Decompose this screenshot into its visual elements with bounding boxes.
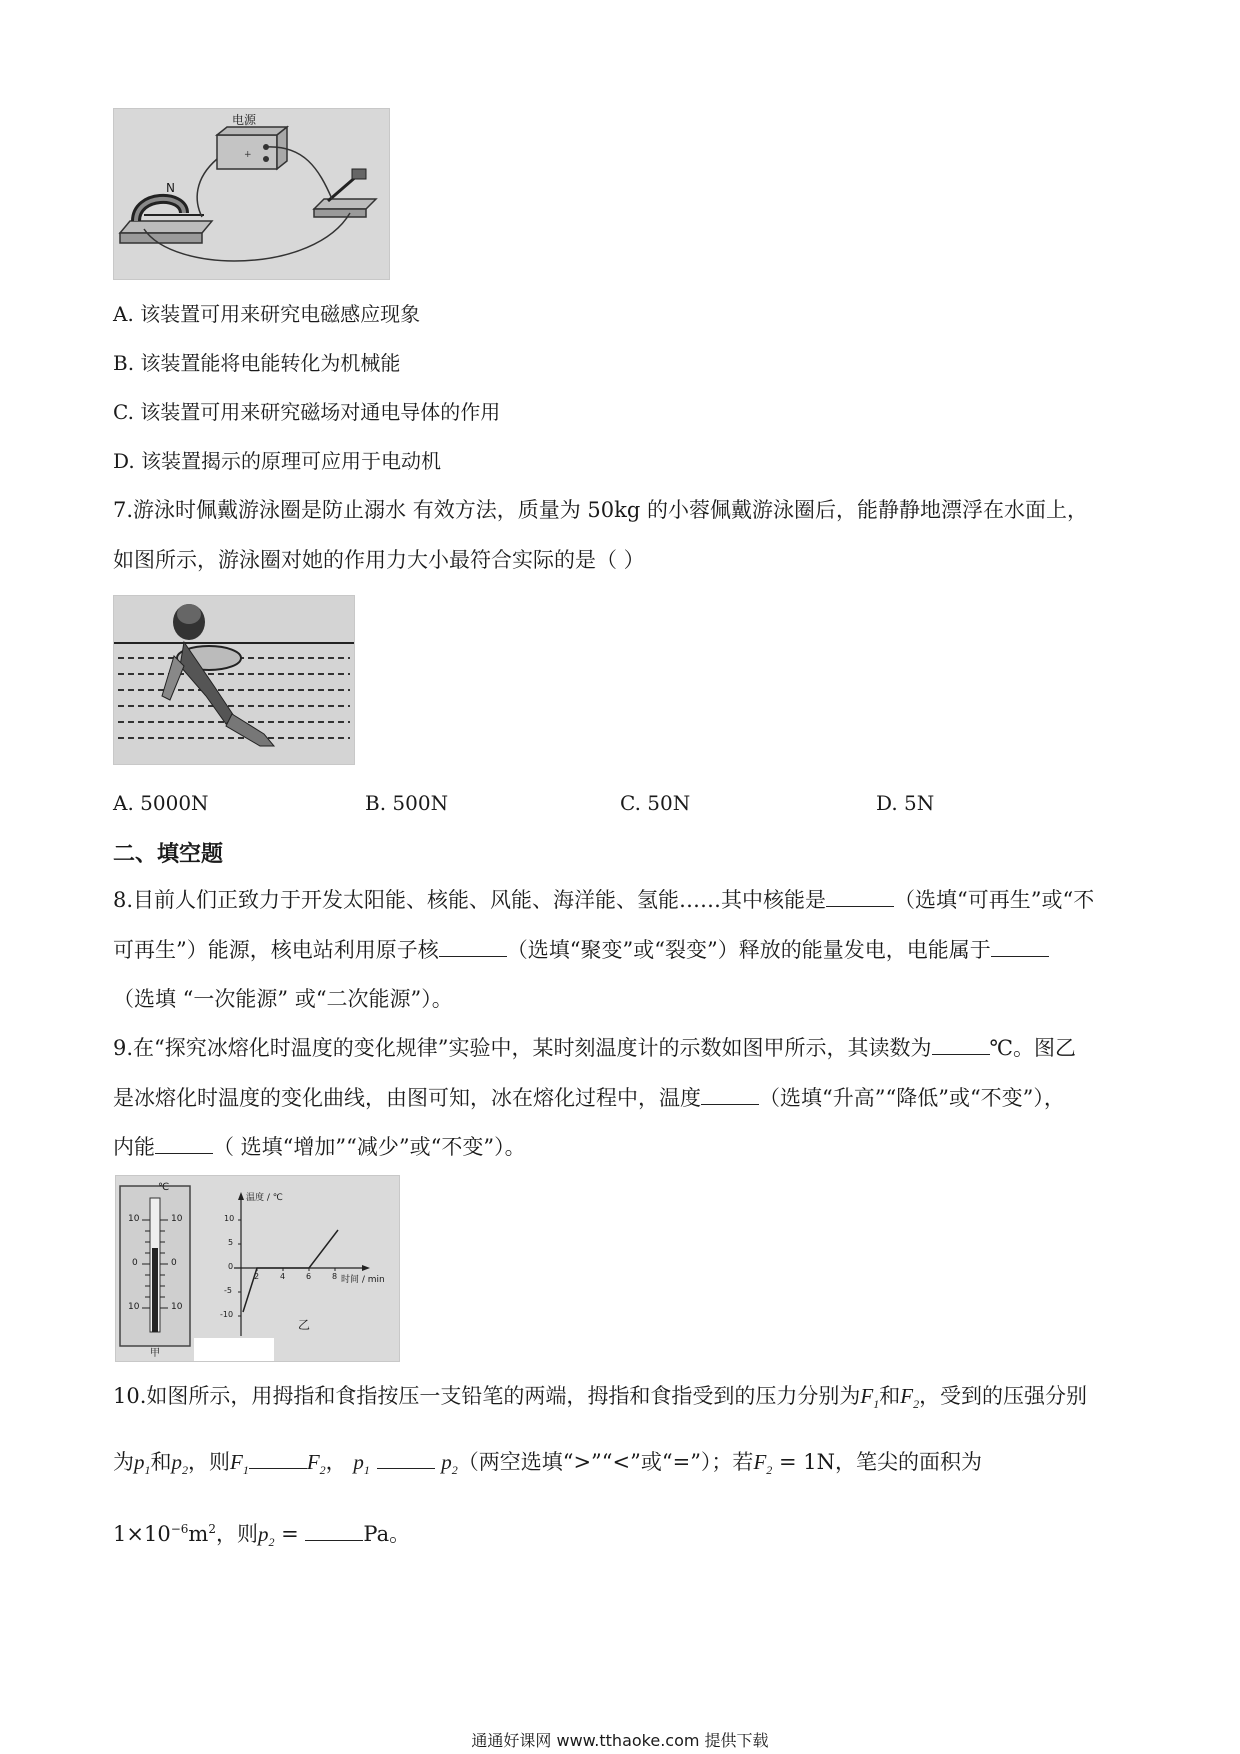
circuit-figure	[113, 108, 390, 280]
q10-unit-sq: 2	[208, 1522, 216, 1536]
q9-line2	[113, 1084, 1065, 1112]
q9-text-3b: （ 选填“增加”“减少”或“不变”）。	[213, 1135, 526, 1159]
q6-option-c: C. 该装置可用来研究磁场对通电导体的作用	[113, 400, 501, 424]
q10-F1-b: $F_1$	[230, 1450, 249, 1478]
q9-text-1b: ℃。图乙	[989, 1036, 1077, 1060]
q7-option-a: A. 5000N	[113, 791, 209, 815]
q9-blank-3[interactable]	[155, 1133, 213, 1154]
q8-line3: （选填 “一次能源” 或“二次能源”）。	[113, 987, 453, 1011]
q10-blank-3[interactable]	[305, 1520, 363, 1541]
q8-blank-2[interactable]	[439, 936, 507, 957]
q10-p1: $p_1$	[134, 1450, 151, 1478]
graph-y-tick-neg10: -10	[220, 1310, 234, 1319]
q9-text-2a: 是冰熔化时温度的变化曲线，由图可知，冰在熔化过程中，温度	[113, 1086, 701, 1110]
q10-line1	[113, 1382, 1087, 1418]
q9-line1	[113, 1034, 1076, 1062]
thermometer-unit: ℃	[158, 1182, 170, 1193]
q10-text-2b: ，则	[188, 1450, 230, 1474]
graph-y-tick-10: 10	[224, 1214, 235, 1223]
q8-blank-3[interactable]	[991, 936, 1049, 957]
q7-stem-line1: 7.游泳时佩戴游泳圈是防止溺水 有效方法，质量为 50kg 的小蓉佩戴游泳圈后，能静静地漂浮在水面上，	[113, 498, 1088, 522]
q10-and: 和	[879, 1384, 901, 1408]
q10-unit-pa: Pa。	[363, 1522, 411, 1546]
q9-blank-2[interactable]	[701, 1084, 759, 1105]
q8-line1	[113, 886, 1094, 914]
thermo-tick-right-1: 10	[171, 1214, 183, 1224]
q9-line3	[113, 1133, 526, 1161]
svg-text:+: +	[244, 150, 252, 160]
q10-F2-c: $F_2$	[753, 1450, 773, 1478]
q9-text-3a: 内能	[113, 1135, 155, 1159]
q6-option-d: D. 该装置揭示的原理可应用于电动机	[113, 449, 442, 473]
graph-x-tick-2: 2	[254, 1272, 260, 1281]
q9-blank-1[interactable]	[932, 1034, 990, 1055]
thermometer-graph-figure	[115, 1175, 400, 1362]
q10-blank-1[interactable]	[249, 1448, 307, 1469]
q8-text-1a: 8.目前人们正致力于开发太阳能、核能、风能、海洋能、氢能……其中核能是	[113, 888, 827, 912]
q10-p2: $p_2$	[171, 1450, 188, 1478]
q8-blank-1[interactable]	[826, 886, 894, 907]
graph-x-tick-4: 4	[280, 1272, 286, 1281]
q6-option-b: B. 该装置能将电能转化为机械能	[113, 351, 401, 375]
q9-text-1a: 9.在“探究冰熔化时温度的变化规律”实验中，某时刻温度计的示数如图甲所示，其读数为	[113, 1036, 932, 1060]
q7-option-c: C. 50N	[620, 791, 691, 815]
q8-text-2a: 可再生”）能源，核电站利用原子核	[113, 938, 439, 962]
q10-p1-b: $p_1$	[353, 1450, 370, 1478]
thermo-tick-left-2: 0	[132, 1258, 138, 1268]
q8-text-2b: （选填“聚变”或“裂变”）释放的能量发电，电能属于	[506, 938, 991, 962]
q10-line3	[113, 1515, 410, 1556]
footer-text: 通通好课网 www.tthaoke.com 提供下载	[471, 1731, 769, 1750]
q10-p2-b: $p_2$	[441, 1450, 458, 1478]
q10-eq-1n: = 1N	[772, 1450, 835, 1474]
q10-text-2a: 为	[113, 1450, 134, 1474]
q7-option-d: D. 5N	[876, 791, 935, 815]
graph-y-tick-0: 0	[228, 1262, 234, 1271]
graph-y-title: 温度 / ℃	[246, 1193, 283, 1203]
graph-y-tick-neg5: -5	[224, 1286, 232, 1295]
q10-text-2d: “<”或“=”）；若	[601, 1450, 754, 1474]
q10-line2	[113, 1448, 982, 1484]
q10-text-3b: ，则	[215, 1522, 258, 1546]
graph-x-title: 时间 / min	[341, 1275, 385, 1285]
graph-x-tick-8: 8	[332, 1272, 338, 1281]
q10-text-1a: 10.如图所示，用拇指和食指按压一支铅笔的两端，拇指和食指受到的压力分别为	[113, 1384, 861, 1408]
thermo-tick-right-2: 0	[171, 1258, 177, 1268]
thermo-tick-left-3: 10	[128, 1302, 140, 1312]
graph-x-tick-6: 6	[306, 1272, 312, 1281]
q8-text-1b: （选填“可再生”或“不	[894, 888, 1095, 912]
q10-text-2c: （两空选填“>”	[457, 1450, 602, 1474]
q10-blank-2[interactable]	[377, 1448, 435, 1469]
swimmer-drawing	[114, 596, 354, 764]
q10-comma: ，	[325, 1450, 347, 1474]
swimmer-figure	[113, 595, 355, 765]
north-pole-label: N	[166, 181, 175, 195]
q10-F2-b: $F_2$	[306, 1450, 326, 1478]
q10-p2-c: $p_2$	[257, 1522, 275, 1550]
section-title: 二、填空题	[113, 842, 224, 867]
circuit-drawing	[114, 109, 389, 279]
q7-option-b: B. 500N	[365, 791, 449, 815]
label-yi: 乙	[298, 1318, 311, 1332]
q10-unit-m: m	[188, 1522, 209, 1546]
q6-option-a: A. 该装置可用来研究电磁感应现象	[113, 302, 421, 326]
q10-text-2e: ，笔尖的面积为	[834, 1450, 982, 1474]
q10-eq: =	[274, 1522, 306, 1546]
q8-line2	[113, 936, 1049, 964]
thermometer-graph-drawing	[116, 1176, 399, 1361]
power-source-label: 电源	[232, 113, 257, 127]
q10-exponent: −6	[170, 1522, 189, 1536]
q10-F2: $F_2$	[900, 1384, 920, 1412]
label-jia: 甲	[150, 1348, 160, 1359]
graph-y-tick-5: 5	[228, 1238, 234, 1247]
thermo-tick-right-3: 10	[171, 1302, 183, 1312]
q7-stem-line2: 如图所示，游泳圈对她的作用力大小最符合实际的是（ ）	[113, 548, 645, 572]
q10-F1: $F_1$	[860, 1384, 880, 1412]
q10-and-2: 和	[150, 1450, 172, 1474]
q9-text-2b: （选填“升高”“降低”或“不变”），	[759, 1086, 1065, 1110]
q10-area-value: 1×10	[113, 1522, 171, 1546]
thermo-tick-left-1: 10	[128, 1214, 140, 1224]
q10-text-1b: ，受到的压强分别	[919, 1384, 1088, 1408]
